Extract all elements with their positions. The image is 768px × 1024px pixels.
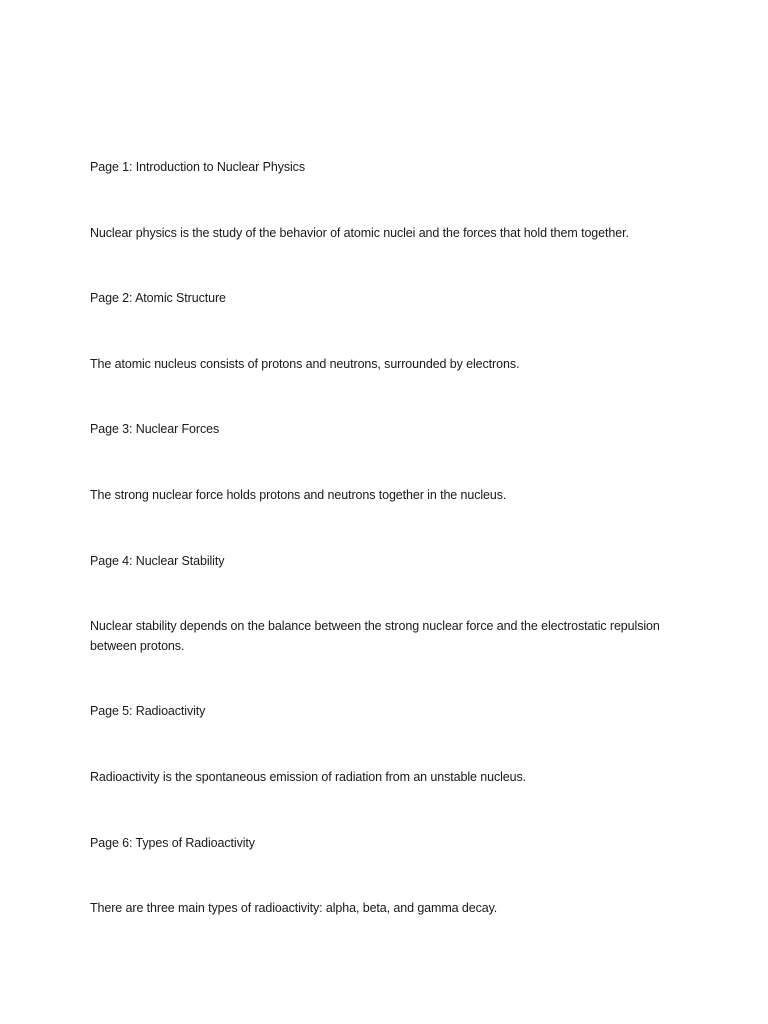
section-text-5: Radioactivity is the spontaneous emission of radiation from an unstable nucleus. (90, 769, 527, 784)
document-body (90, 158, 680, 965)
section-text-4: Nuclear stability depends on the balance between the strong nuclear force and the electrostatic repulsion between protons. (90, 619, 660, 653)
section-heading-1: Page 1: Introduction to Nuclear Physics (90, 160, 305, 174)
section-text-3: The strong nuclear force holds protons and neutrons together in the nucleus. (90, 487, 507, 502)
section-heading-2: Page 2: Atomic Structure (90, 291, 226, 306)
section-heading-4: Page 4: Nuclear Stability (90, 553, 225, 568)
section-text-6: There are three main types of radioactivity: alpha, beta, and gamma decay. (90, 901, 498, 916)
section-text-2: The atomic nucleus consists of protons and neutrons, surrounded by electrons. (90, 356, 520, 371)
section-heading-3: Page 3: Nuclear Forces (90, 422, 220, 437)
section-heading-6: Page 6: Types of Radioactivity (90, 835, 255, 850)
section-text-1: Nuclear physics is the study of the behavior of atomic nuclei and the forces that hold them together. (90, 225, 629, 240)
section-heading-5: Page 5: Radioactivity (90, 704, 206, 719)
